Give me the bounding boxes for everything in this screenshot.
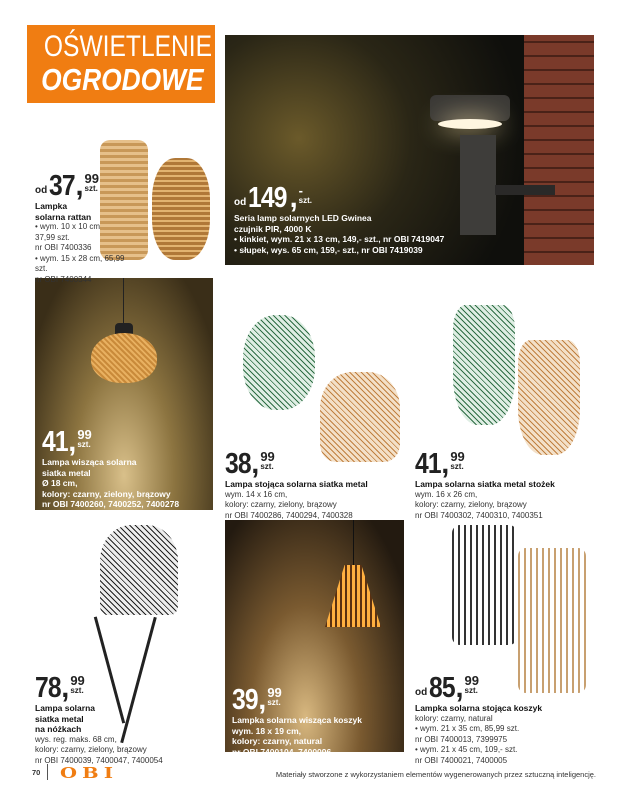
price: 39 , 99 szt. [232, 684, 282, 716]
section-header [27, 25, 215, 103]
footer-divider [47, 764, 48, 780]
product-name: Lampa solarna [35, 703, 95, 713]
price-cents: 99 [260, 449, 275, 464]
header-line2: OGRODOWE [41, 62, 204, 97]
price-cents: 99 [267, 685, 282, 700]
price-main: 78 [35, 672, 61, 704]
desc-line: wym. 14 x 16 cm, [225, 489, 288, 499]
product-tripod [35, 674, 215, 766]
brown-mesh-lamp-image [320, 372, 400, 462]
product-gwinea [234, 184, 474, 255]
price: 41 , 99 szt. [415, 448, 465, 480]
product-desc [35, 703, 215, 766]
price-main: 149 [248, 182, 287, 214]
price-prefix: od [35, 185, 48, 196]
desc-line: • kinkiet, wym. 21 x 13 cm, 149,- szt., nr OBI 7419047 [234, 234, 445, 244]
ai-disclaimer: Materiały stworzone z wykorzystaniem elementów wygenerowanych przez sztuczną inteligencję. [275, 770, 596, 779]
desc-line: Ø 18 cm, [42, 478, 78, 488]
desc-line: kolory: czarny, natural [415, 713, 493, 723]
product-name: Lampa solarna siatka metal stożek [415, 479, 555, 489]
desc-line: • słupek, wys. 65 cm, 159,- szt., nr OBI 7419039 [234, 244, 423, 255]
desc-line: nr OBI 7400344 [35, 274, 92, 284]
product-name: Lampa wisząca solarna [42, 457, 137, 467]
product-standing-basket [415, 674, 600, 766]
price-cents: 99 [450, 449, 465, 464]
product-desc [35, 201, 135, 285]
product-desc [225, 479, 410, 521]
rattan-lantern-image [152, 158, 210, 260]
price-unit: szt. [70, 686, 84, 695]
price-prefix: od [415, 687, 428, 698]
product-name: siatka metal [42, 467, 91, 478]
desc-line: nr OBI 7400336 [35, 243, 92, 252]
price: 41 , 99 szt. [42, 426, 92, 458]
price-cents: 99 [84, 171, 100, 186]
brown-cone-lamp-image [518, 340, 580, 455]
price-unit: szt. [77, 440, 91, 449]
desc-line: wym. 16 x 26 cm, [415, 489, 478, 499]
product-name: Seria lamp solarnych LED Gwinea [234, 213, 372, 223]
desc-line: nr OBI 7400104, 7400096 [232, 746, 332, 757]
desc-line: 37,99 szt. [35, 232, 70, 242]
desc-line: • wym. 10 x 10 cm [35, 222, 101, 231]
price-unit: szt. [464, 686, 478, 695]
product-desc [234, 213, 474, 255]
desc-line: nr OBI 7400286, 7400294, 7400328 [225, 510, 353, 520]
desc-line: nr OBI 7400302, 7400310, 7400351 [415, 510, 543, 520]
product-rattan [35, 172, 135, 285]
desc-line: nr OBI 7400039, 7400047, 7400054 [35, 755, 163, 765]
desc-line: nr OBI 7400013, 7399975 [415, 734, 508, 744]
price: 38 , 99 szt. [225, 448, 275, 480]
desc-line: • wym. 21 x 45 cm, 109,- szt. [415, 745, 518, 754]
product-hanging-mesh [42, 428, 212, 510]
desc-line: wym. 18 x 19 cm, [232, 725, 301, 736]
product-name: Lampa stojąca solarna siatka metal [225, 479, 368, 489]
product-mesh-standing [225, 450, 410, 521]
desc-line: nr OBI 7400021, 7400005 [415, 755, 508, 765]
product-name: Lampka solarna stojąca koszyk [415, 703, 543, 713]
product-desc [415, 703, 600, 766]
green-mesh-lamp-image [243, 315, 315, 410]
product-desc [232, 715, 404, 757]
tripod-lamp-image [100, 525, 178, 615]
price-main: 41 [415, 448, 441, 480]
product-mesh-cone [415, 450, 600, 521]
product-name: Lampka solarna wisząca koszyk [232, 715, 362, 725]
product-desc [42, 457, 212, 510]
product-name: czujnik PIR, 4000 K [234, 223, 312, 234]
price-main: 38 [225, 448, 251, 480]
product-name: solarna rattan [35, 211, 92, 222]
price: od 149 , - szt. [234, 182, 313, 214]
natural-basket-lamp-image [518, 548, 586, 693]
black-basket-lamp-image [452, 525, 517, 645]
price: 78 , 99 szt. [35, 672, 85, 704]
price-main: 39 [232, 684, 258, 716]
price-cents: - [298, 183, 304, 198]
product-desc [415, 479, 600, 521]
desc-line: kolory: czarny, zielony, brązowy [415, 500, 527, 509]
price-main: 41 [42, 426, 68, 458]
desc-line: • wym. 15 x 28 cm, 65,99 szt. [35, 253, 125, 273]
header-line1: OŚWIETLENIE [43, 30, 213, 63]
price-cents: 99 [464, 673, 480, 688]
green-cone-lamp-image [453, 305, 515, 425]
desc-line: kolory: czarny, zielony, brązowy [35, 745, 147, 754]
product-name: siatka metal [35, 713, 84, 724]
price-unit: szt. [450, 462, 464, 471]
price-main: 37 [49, 170, 75, 202]
desc-line: kolory: czarny, zielony, brązowy [42, 488, 171, 499]
price-prefix: od [234, 197, 247, 208]
price-cents: 99 [70, 673, 85, 688]
price-unit: szt. [260, 462, 274, 471]
product-name: Lampka [35, 201, 68, 211]
page-number: 70 [32, 768, 41, 777]
price-main: 85 [429, 672, 455, 704]
desc-line: nr OBI 7400260, 7400252, 7400278 [42, 499, 180, 509]
desc-line: kolory: czarny, zielony, brązowy [225, 500, 337, 509]
price-cents: 99 [77, 427, 92, 442]
desc-line: • wym. 21 x 35 cm, 85,99 szt. [415, 724, 520, 733]
desc-line: kolory: czarny, natural [232, 736, 323, 746]
price-unit: szt. [267, 698, 281, 707]
desc-line: wys. reg. maks. 68 cm, [35, 734, 117, 744]
product-name: na nóżkach [35, 724, 82, 734]
price-unit: szt. [298, 196, 313, 205]
price-unit: szt. [84, 184, 98, 193]
price: od 37 , 99 szt. [35, 170, 100, 202]
product-hanging-basket [232, 686, 404, 757]
price: od 85 , 99 szt. [415, 672, 480, 704]
obi-logo: OBI [60, 764, 119, 782]
